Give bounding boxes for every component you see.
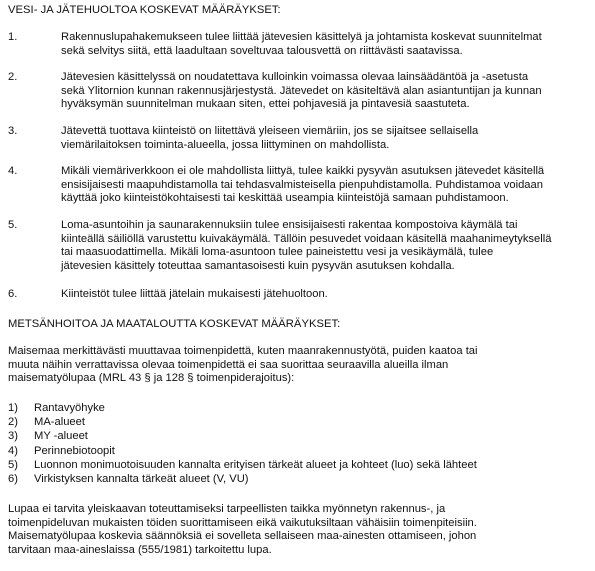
list-item [8,445,593,459]
list-item-text: Perinnebiotoopit [34,444,115,457]
list-item-number: 4) [8,444,18,457]
list-item-text: Luonnon monimuotoisuuden kannalta erityisen tärkeät alueet ja kohteet (luo) sekä lähteet [34,458,477,471]
list-item [8,459,593,473]
item-text: Mikäli viemäriverkkoon ei ole mahdollista liittyä, tulee kaikki pysyvän asutuksen jätevedet käsitellä ensisijaisesti maapuhdistamolla tai tehdasvalmisteisella pienpuhdistamolla. Puhdistamoa voidaan käyttää joko kiinteistökohtaisesti tai keskittää useampia kiinteistöjä samaan puhdistamoon. [61,165,545,205]
restricted-areas-list [8,402,593,487]
closing-paragraph: Lupaa ei tarvita yleiskaavan toteuttamiseksi tarpeellisten taikka myönnetyn rakennus-, ja toimenpideluvan mukaisten töiden suorittamiseen eikä vaikutuksiltaan vähäisiin toimenpiteisiin. Maisematyölupaa koskevia säännöksiä ei sovelleta sellaiseen maa-ainesten ottamiseen, johon tarvitaan maa-aineslaissa (555/1981) tarkoitettu lupa. [8,503,477,556]
list-item-text: Rantavyöhyke [34,402,105,414]
regulation-item-2 [8,71,593,112]
item-text: Loma-asuntoihin ja saunarakennuksiin tulee ensisijaisesti rakentaa kompostoiva käymälä tai kiinteällä säiliöllä varustettu kuivakäymälä. Tällöin pesuvedet voidaan käsitellä maahanimeytyksellä tai maasuodattimella. Mikäli loma-asuntoon tulee paineistettu vesi ja vesikäymälä, tulee jätevesien käsittely toteuttaa samantasoisesti kuin pysyvän asutuksen kohdalla. [61,219,552,272]
list-item-text: Virkistyksen kannalta tärkeät alueet (V, VU) [34,472,249,485]
regulation-item-4 [8,165,593,206]
item-number: 4. [8,165,18,177]
regulation-item-1 [8,31,593,58]
item-text: Jätevesien käsittelyssä on noudatettava kulloinkin voimassa olevaa lainsäädäntöä ja -asetusta sekä Ylitornion kunnan rakennusjärjestystä. Jätevedet on käsiteltävä alan asiantuntijan ja kunnan hyväksymän suunnitelman mukaan siten, ettei pohjavesiä ja pintavesiä saastuteta. [61,71,542,111]
list-item [8,473,593,487]
item-text: Kiinteistöt tulee liittää jätelain mukaisesti jätehuoltoon. [61,288,328,300]
item-number: 1. [8,31,18,43]
item-text: Rakennuslupahakemukseen tulee liittää jätevesien käsittelyä ja johtamista koskevat suunnitelmat sekä selvitys siitä, että laadultaan soveltuvaa talousvettä on riittävästi saatavissa. [61,31,542,57]
list-item-text: MY -alueet [34,430,88,443]
regulation-item-3 [8,125,593,152]
list-item [8,430,593,444]
list-item-number: 3) [8,430,18,443]
item-number: 6. [8,288,18,300]
list-item-number: 1) [8,402,18,414]
section-heading-forestry-agriculture: METSÄNHOITOA JA MAATALOUTTA KOSKEVAT MÄÄRÄYKSET: [8,318,341,330]
item-number: 2. [8,71,18,83]
regulation-item-6 [8,288,593,302]
section-heading-water-waste: VESI- JA JÄTEHUOLTOA KOSKEVAT MÄÄRÄYKSET: [8,4,281,16]
list-item-number: 2) [8,416,18,429]
item-number: 3. [8,125,18,137]
item-number: 5. [8,219,18,231]
regulation-item-5 [8,219,593,273]
list-item-number: 5) [8,458,18,471]
list-item [8,416,593,430]
list-item-number: 6) [8,472,18,485]
intro-paragraph: Maisemaa merkittävästi muuttavaa toimenpidettä, kuten maanrakennustyötä, puiden kaatoa tai muuta näihin verrattavissa olevaa toimenpidettä ei saa suorittaa seuraavilla alueilla ilman maisematyölupaa (MRL 43 § ja 128 § toimenpiderajoitus): [8,345,478,385]
list-item-text: MA-alueet [34,416,85,429]
list-item [8,402,593,416]
item-text: Jätevettä tuottava kiinteistö on liitettävä yleiseen viemäriin, jos se sijaitsee sellaisella viemärilaitoksen toiminta-alueella, jossa liittyminen on mahdollista. [61,125,479,151]
